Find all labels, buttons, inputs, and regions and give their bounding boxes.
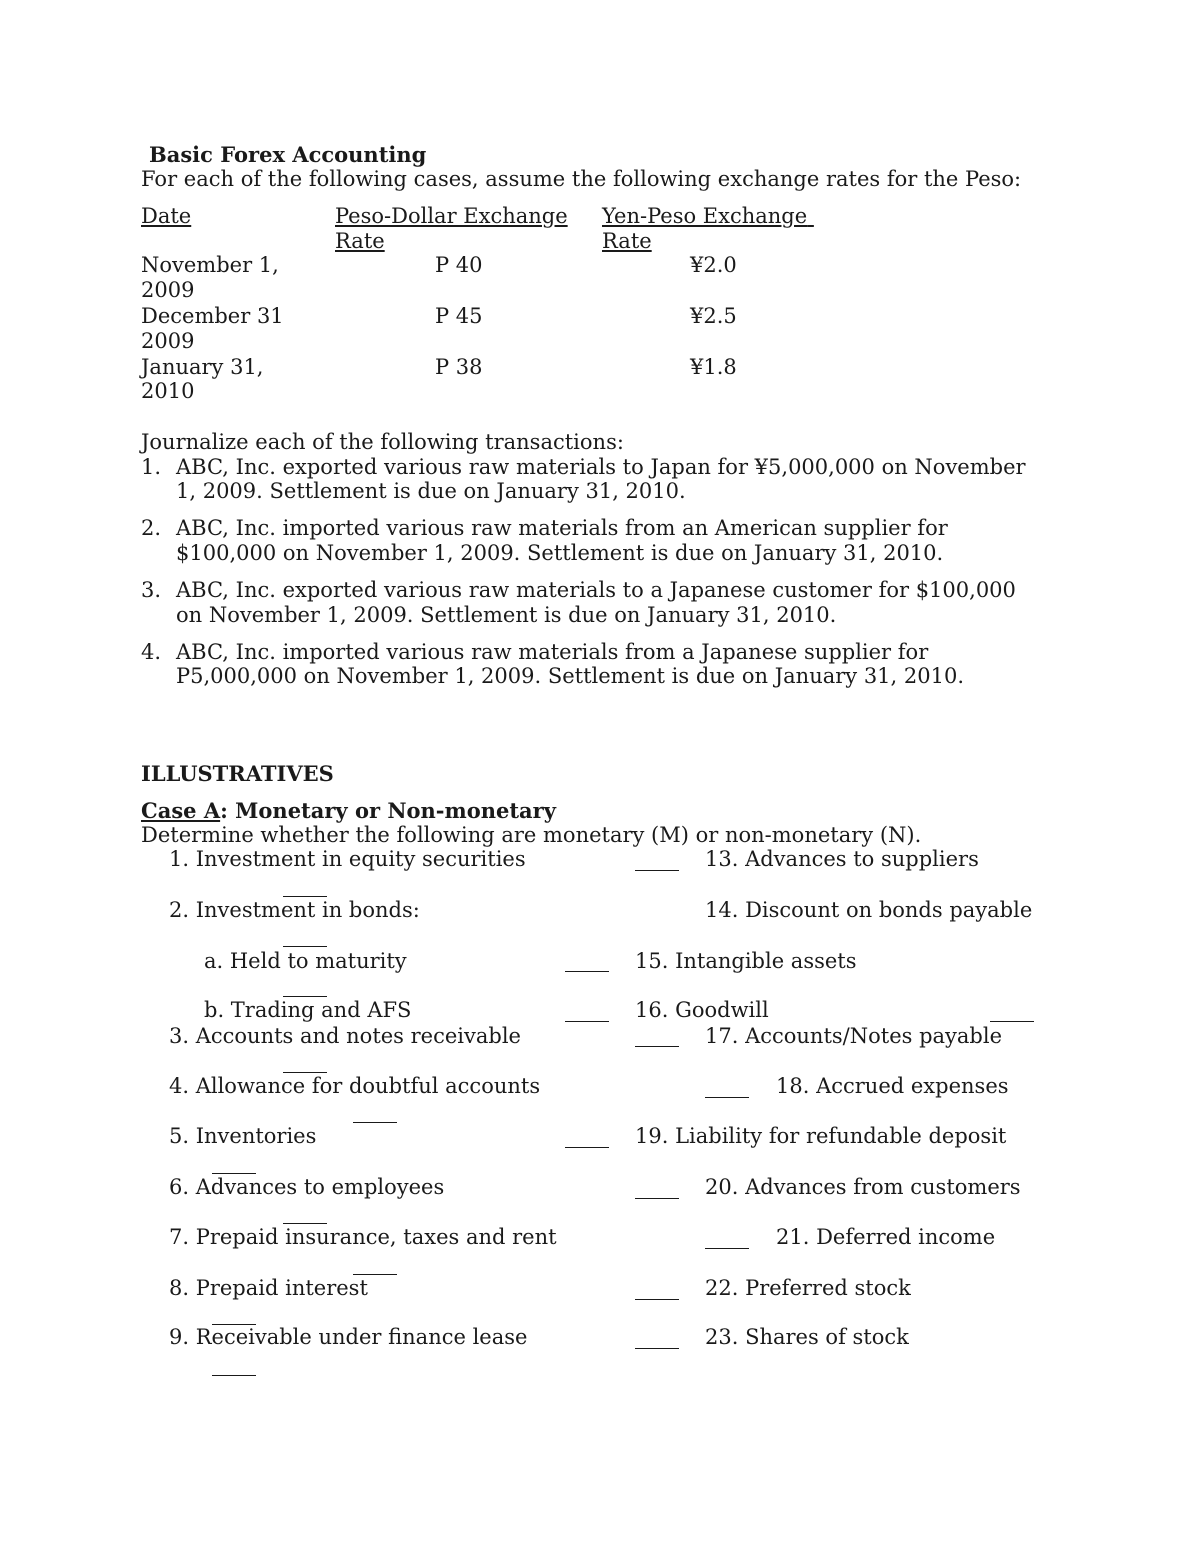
list-item: 8. Prepaid interest	[169, 1276, 368, 1300]
document-title: Basic Forex Accounting	[149, 142, 427, 167]
list-item: ABC, Inc. exported various raw materials to a Japanese customer for $100,000	[176, 578, 1016, 602]
table-cell-peso-dollar: P 45	[435, 304, 483, 328]
list-item: 16. Goodwill	[635, 998, 769, 1022]
col-header-yen-peso-rate: Rate	[602, 229, 652, 253]
table-cell-date: 2010	[141, 379, 195, 403]
col-header-peso-dollar: Peso-Dollar Exchange	[335, 204, 568, 228]
answer-blank[interactable]	[635, 1198, 679, 1199]
answer-blank[interactable]	[212, 1375, 256, 1376]
list-item: 2. Investment in bonds:	[169, 898, 420, 922]
list-item: b. Trading and AFS	[204, 998, 412, 1022]
answer-blank[interactable]	[283, 1072, 327, 1073]
answer-blank[interactable]	[212, 1173, 256, 1174]
answer-blank[interactable]	[705, 1097, 749, 1098]
list-item: ABC, Inc. imported various raw materials from an American supplier for	[176, 516, 948, 540]
answer-blank[interactable]	[635, 1348, 679, 1349]
table-cell-peso-dollar: P 40	[435, 253, 483, 277]
list-item: 20. Advances from customers	[705, 1175, 1021, 1199]
case-a-instruction: Determine whether the following are monetary (M) or non-monetary (N).	[141, 823, 922, 847]
list-item: 17. Accounts/Notes payable	[705, 1024, 1003, 1048]
list-item: ABC, Inc. imported various raw materials from a Japanese supplier for	[176, 640, 929, 664]
list-item: P5,000,000 on November 1, 2009. Settlement is due on January 31, 2010.	[176, 664, 965, 688]
col-header-yen-peso: Yen-Peso Exchange	[602, 204, 808, 228]
list-item: 9. Receivable under finance lease	[169, 1325, 528, 1349]
table-cell-peso-dollar: P 38	[435, 355, 483, 379]
table-cell-yen-peso: ¥2.5	[690, 304, 737, 328]
list-item-number: 3.	[141, 578, 162, 602]
list-item: on November 1, 2009. Settlement is due on January 31, 2010.	[176, 603, 837, 627]
list-item: 6. Advances to employees	[169, 1175, 445, 1199]
answer-blank[interactable]	[565, 1021, 609, 1022]
answer-blank[interactable]	[635, 1046, 679, 1047]
answer-blank[interactable]	[565, 1147, 609, 1148]
answer-blank[interactable]	[353, 1122, 397, 1123]
table-cell-date: 2009	[141, 329, 195, 353]
col-header-peso-dollar-rate: Rate	[335, 229, 385, 253]
answer-blank[interactable]	[353, 1274, 397, 1275]
table-cell-date: December 31	[141, 304, 284, 328]
table-cell-yen-peso: ¥1.8	[690, 355, 737, 379]
list-item: $100,000 on November 1, 2009. Settlement is due on January 31, 2010.	[176, 541, 944, 565]
answer-blank[interactable]	[635, 1299, 679, 1300]
answer-blank[interactable]	[283, 946, 327, 947]
list-item: 1. Investment in equity securities	[169, 847, 526, 871]
answer-blank[interactable]	[283, 896, 327, 897]
list-item: 7. Prepaid insurance, taxes and rent	[169, 1225, 557, 1249]
table-cell-date: November 1,	[141, 253, 279, 277]
list-item: a. Held to maturity	[204, 949, 407, 973]
list-item: 14. Discount on bonds payable	[705, 898, 1033, 922]
journalize-heading: Journalize each of the following transactions:	[141, 430, 624, 454]
section-heading-illustratives: ILLUSTRATIVES	[141, 761, 334, 786]
table-cell-date: 2009	[141, 278, 195, 302]
list-item: 13. Advances to suppliers	[705, 847, 979, 871]
list-item: 3. Accounts and notes receivable	[169, 1024, 521, 1048]
list-item: 5. Inventories	[169, 1124, 317, 1148]
list-item: 4. Allowance for doubtful accounts	[169, 1074, 541, 1098]
list-item: ABC, Inc. exported various raw materials to Japan for ¥5,000,000 on November	[176, 455, 1026, 479]
answer-blank[interactable]	[705, 1248, 749, 1249]
list-item: 15. Intangible assets	[635, 949, 857, 973]
intro-text: For each of the following cases, assume the following exchange rates for the Peso:	[141, 167, 1022, 191]
list-item: 1, 2009. Settlement is due on January 31, 2010.	[176, 479, 686, 503]
answer-blank[interactable]	[283, 1223, 327, 1224]
col-header-date: Date	[141, 204, 192, 228]
list-item: 21. Deferred income	[776, 1225, 996, 1249]
answer-blank[interactable]	[990, 1021, 1034, 1022]
list-item-number: 1.	[141, 455, 162, 479]
list-item-number: 2.	[141, 516, 162, 540]
answer-blank[interactable]	[565, 971, 609, 972]
answer-blank[interactable]	[635, 870, 679, 871]
case-title: : Monetary or Non-monetary	[220, 798, 556, 823]
table-cell-yen-peso: ¥2.0	[690, 253, 737, 277]
list-item-number: 4.	[141, 640, 162, 664]
answer-blank[interactable]	[283, 996, 327, 997]
list-item: 18. Accrued expenses	[776, 1074, 1009, 1098]
table-cell-date: January 31,	[141, 355, 264, 379]
list-item: 23. Shares of stock	[705, 1325, 909, 1349]
list-item: 19. Liability for refundable deposit	[635, 1124, 1007, 1148]
case-a-heading	[141, 798, 556, 823]
list-item: 22. Preferred stock	[705, 1276, 911, 1300]
case-label: Case A	[141, 798, 221, 823]
